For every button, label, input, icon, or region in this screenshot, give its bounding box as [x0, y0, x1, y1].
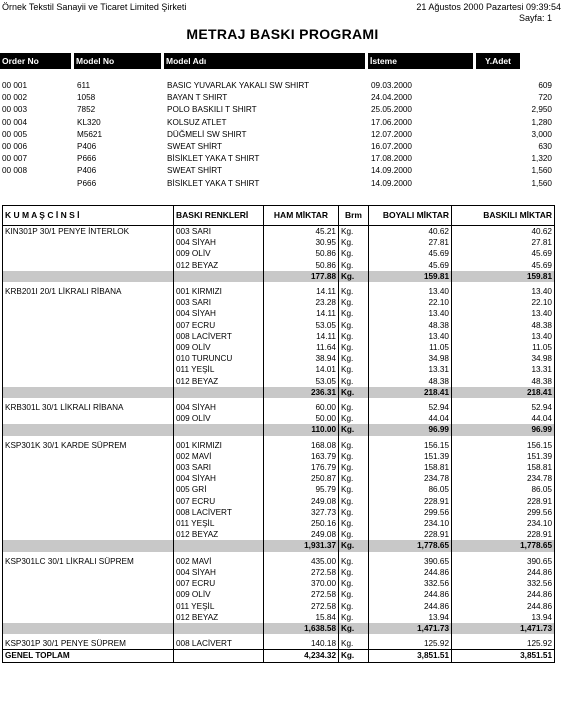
company-name: Örnek Tekstil Sanayii ve Ticaret Limited Şirketi: [2, 2, 187, 12]
unit: Kg.: [339, 260, 369, 271]
ham-qty: 11.64: [264, 342, 339, 353]
order-model-no: KL320: [77, 117, 101, 127]
unit: Kg.: [339, 364, 369, 375]
order-order-no: 00 004: [2, 117, 28, 127]
subtotal-blank: [174, 540, 264, 551]
baskili-qty: 228.91: [452, 529, 555, 540]
print-color: 003 SARI: [174, 297, 264, 308]
ham-qty: 249.08: [264, 529, 339, 540]
print-color: 012 BEYAZ: [174, 612, 264, 623]
subtotal-boyali: 218.41: [369, 387, 452, 398]
boyali-qty: 228.91: [369, 529, 452, 540]
unit: Kg.: [339, 529, 369, 540]
unit: Kg.: [339, 601, 369, 612]
order-order-no: 00 007: [2, 154, 28, 164]
baskili-qty: 44.04: [452, 413, 555, 424]
col-renk: BASKI RENKLERİ: [174, 206, 264, 226]
unit: Kg.: [339, 286, 369, 297]
order-model-no: P406: [77, 141, 97, 151]
ham-qty: 272.58: [264, 567, 339, 578]
order-isteme: 16.07.2000: [371, 141, 412, 151]
ham-qty: 272.58: [264, 589, 339, 600]
col-order-no: Order No: [0, 53, 71, 69]
unit: Kg.: [339, 320, 369, 331]
subtotal-blank: [3, 387, 174, 398]
ham-qty: 14.01: [264, 364, 339, 375]
print-color: 004 SİYAH: [174, 402, 264, 413]
print-color: 004 SİYAH: [174, 237, 264, 248]
subtotal-blank: [174, 424, 264, 435]
order-isteme: 17.06.2000: [371, 117, 412, 127]
boyali-qty: 40.62: [369, 226, 452, 238]
order-model-adi: KOLSUZ ATLET: [167, 117, 227, 127]
unit: Kg.: [339, 413, 369, 424]
print-color: 003 SARI: [174, 462, 264, 473]
baskili-qty: 234.10: [452, 518, 555, 529]
baskili-qty: 158.81: [452, 462, 555, 473]
subtotal-unit: Kg.: [339, 424, 369, 435]
order-model-no: 7852: [77, 105, 96, 115]
grand-total-unit: Kg.: [339, 650, 369, 662]
fabric-table: [2, 205, 555, 663]
order-model-adi: BASIC YUVARLAK YAKALI SW SHIRT: [167, 81, 310, 90]
order-y-adet: 609: [538, 81, 552, 90]
print-color: 001 KIRMIZI: [174, 286, 264, 297]
boyali-qty: 158.81: [369, 462, 452, 473]
ham-qty: 327.73: [264, 507, 339, 518]
fabric-name: KSP301K 30/1 KARDE SÜPREM: [3, 440, 174, 541]
baskili-qty: 40.62: [452, 226, 555, 238]
order-order-no: 00 008: [2, 166, 28, 176]
print-color: 011 YEŞİL: [174, 601, 264, 612]
unit: Kg.: [339, 507, 369, 518]
baskili-qty: 13.94: [452, 612, 555, 623]
table-row: [3, 638, 555, 650]
unit: Kg.: [339, 440, 369, 451]
ham-qty: 250.87: [264, 473, 339, 484]
col-kumas: K U M A Ş C İ N S İ: [3, 206, 174, 226]
subtotal-boyali: 159.81: [369, 271, 452, 282]
subtotal-blank: [174, 623, 264, 634]
ham-qty: 15.84: [264, 612, 339, 623]
baskili-qty: 151.39: [452, 451, 555, 462]
subtotal-row: [3, 540, 555, 551]
col-model-adi: Model Adı: [164, 53, 365, 69]
order-row: [0, 129, 565, 141]
boyali-qty: 86.05: [369, 484, 452, 495]
baskili-qty: 244.86: [452, 589, 555, 600]
ham-qty: 140.18: [264, 638, 339, 650]
baskili-qty: 125.92: [452, 638, 555, 650]
boyali-qty: 125.92: [369, 638, 452, 650]
order-order-no: 00 003: [2, 105, 28, 115]
subtotal-boyali: 1,778.65: [369, 540, 452, 551]
unit: Kg.: [339, 248, 369, 259]
unit: Kg.: [339, 331, 369, 342]
grand-total-label: GENEL TOPLAM: [3, 650, 174, 662]
subtotal-ham: 110.00: [264, 424, 339, 435]
order-model-adi: SWEAT SHİRT: [167, 166, 223, 176]
order-model-adi: POLO BASKILI T SHIRT: [167, 105, 257, 115]
table-row: [3, 226, 555, 238]
boyali-qty: 151.39: [369, 451, 452, 462]
order-y-adet: 2,950: [531, 105, 552, 115]
ham-qty: 45.21: [264, 226, 339, 238]
ham-qty: 14.11: [264, 308, 339, 319]
unit: Kg.: [339, 237, 369, 248]
order-order-no: 00 006: [2, 141, 28, 151]
boyali-qty: 332.56: [369, 578, 452, 589]
unit: Kg.: [339, 484, 369, 495]
subtotal-baskili: 159.81: [452, 271, 555, 282]
subtotal-baskili: 1,471.73: [452, 623, 555, 634]
print-color: 004 SİYAH: [174, 473, 264, 484]
order-y-adet: 3,000: [531, 129, 552, 139]
unit: Kg.: [339, 518, 369, 529]
unit: Kg.: [339, 578, 369, 589]
order-y-adet: 1,280: [531, 117, 552, 127]
ham-qty: 163.79: [264, 451, 339, 462]
fabric-name: KSP301LC 30/1 LİKRALI SÜPREM: [3, 556, 174, 623]
boyali-qty: 44.04: [369, 413, 452, 424]
boyali-qty: 244.86: [369, 601, 452, 612]
order-model-no: 611: [77, 81, 91, 90]
order-isteme: 14.09.2000: [371, 166, 412, 176]
ham-qty: 14.11: [264, 286, 339, 297]
subtotal-blank: [3, 271, 174, 282]
boyali-qty: 13.40: [369, 286, 452, 297]
ham-qty: 95.79: [264, 484, 339, 495]
fabric-table-header: [3, 206, 555, 226]
page-number: Sayfa: 1: [518, 13, 552, 23]
print-color: 012 BEYAZ: [174, 376, 264, 387]
order-y-adet: 1,560: [531, 178, 552, 188]
boyali-qty: 244.86: [369, 589, 452, 600]
print-color: 007 ECRU: [174, 578, 264, 589]
unit: Kg.: [339, 402, 369, 413]
print-color: 011 YEŞİL: [174, 364, 264, 375]
order-order-no: 00 005: [2, 129, 28, 139]
print-color: 008 LACİVERT: [174, 331, 264, 342]
baskili-qty: 244.86: [452, 567, 555, 578]
boyali-qty: 299.56: [369, 507, 452, 518]
unit: Kg.: [339, 342, 369, 353]
boyali-qty: 52.94: [369, 402, 452, 413]
subtotal-blank: [3, 623, 174, 634]
subtotal-unit: Kg.: [339, 387, 369, 398]
ham-qty: 38.94: [264, 353, 339, 364]
subtotal-row: [3, 271, 555, 282]
ham-qty: 250.16: [264, 518, 339, 529]
order-row: [0, 141, 565, 153]
col-ham: HAM MİKTAR: [264, 206, 339, 226]
boyali-qty: 13.31: [369, 364, 452, 375]
order-model-no: 1058: [77, 93, 96, 103]
baskili-qty: 13.40: [452, 308, 555, 319]
ham-qty: 53.05: [264, 320, 339, 331]
subtotal-blank: [3, 424, 174, 435]
table-row: [3, 286, 555, 297]
order-row: [0, 153, 565, 165]
print-color: 009 OLİV: [174, 413, 264, 424]
table-row: [3, 440, 555, 451]
boyali-qty: 45.69: [369, 260, 452, 271]
subtotal-row: [3, 623, 555, 634]
order-row: [0, 178, 565, 190]
ham-qty: 14.11: [264, 331, 339, 342]
subtotal-row: [3, 387, 555, 398]
subtotal-unit: Kg.: [339, 623, 369, 634]
unit: Kg.: [339, 226, 369, 238]
baskili-qty: 156.15: [452, 440, 555, 451]
ham-qty: 53.05: [264, 376, 339, 387]
boyali-qty: 390.65: [369, 556, 452, 567]
print-color: 012 BEYAZ: [174, 529, 264, 540]
baskili-qty: 48.38: [452, 376, 555, 387]
boyali-qty: 13.40: [369, 331, 452, 342]
subtotal-unit: Kg.: [339, 540, 369, 551]
baskili-qty: 11.05: [452, 342, 555, 353]
order-isteme: 14.09.2000: [371, 178, 412, 188]
table-row: [3, 402, 555, 413]
baskili-qty: 27.81: [452, 237, 555, 248]
subtotal-ham: 177.88: [264, 271, 339, 282]
ham-qty: 50.86: [264, 260, 339, 271]
col-baskili: BASKILI MİKTAR: [452, 206, 555, 226]
unit: Kg.: [339, 297, 369, 308]
subtotal-row: [3, 424, 555, 435]
baskili-qty: 22.10: [452, 297, 555, 308]
baskili-qty: 48.38: [452, 320, 555, 331]
unit: Kg.: [339, 376, 369, 387]
unit: Kg.: [339, 462, 369, 473]
boyali-qty: 45.69: [369, 248, 452, 259]
unit: Kg.: [339, 567, 369, 578]
baskili-qty: 45.69: [452, 248, 555, 259]
order-isteme: 12.07.2000: [371, 129, 412, 139]
print-color: 007 ECRU: [174, 320, 264, 331]
boyali-qty: 48.38: [369, 376, 452, 387]
boyali-qty: 156.15: [369, 440, 452, 451]
unit: Kg.: [339, 638, 369, 650]
order-model-no: P406: [77, 166, 97, 176]
boyali-qty: 234.78: [369, 473, 452, 484]
order-y-adet: 630: [538, 141, 552, 151]
ham-qty: 176.79: [264, 462, 339, 473]
print-color: 003 SARI: [174, 226, 264, 238]
baskili-qty: 299.56: [452, 507, 555, 518]
boyali-qty: 234.10: [369, 518, 452, 529]
print-color: 008 LACİVERT: [174, 638, 264, 650]
order-model-adi: BAYAN T SHIRT: [167, 93, 228, 103]
fabric-name: KRB201I 20/1 LİKRALI RİBANA: [3, 286, 174, 387]
col-brm: Brm: [339, 206, 369, 226]
unit: Kg.: [339, 308, 369, 319]
order-row: [0, 104, 565, 116]
boyali-qty: 22.10: [369, 297, 452, 308]
order-y-adet: 1,320: [531, 154, 552, 164]
boyali-qty: 244.86: [369, 567, 452, 578]
print-color: 002 MAVİ: [174, 556, 264, 567]
order-isteme: 17.08.2000: [371, 154, 412, 164]
ham-qty: 50.86: [264, 248, 339, 259]
print-color: 005 GRİ: [174, 484, 264, 495]
order-row: [0, 80, 565, 92]
subtotal-blank: [3, 540, 174, 551]
print-color: 001 KIRMIZI: [174, 440, 264, 451]
print-color: 012 BEYAZ: [174, 260, 264, 271]
baskili-qty: 86.05: [452, 484, 555, 495]
print-color: 007 ECRU: [174, 496, 264, 507]
order-isteme: 24.04.2000: [371, 93, 412, 103]
baskili-qty: 332.56: [452, 578, 555, 589]
order-model-adi: SWEAT SHİRT: [167, 141, 223, 151]
baskili-qty: 13.40: [452, 331, 555, 342]
boyali-qty: 228.91: [369, 496, 452, 507]
fabric-name: KRB301L 30/1 LİKRALI RİBANA: [3, 402, 174, 424]
print-color: 004 SİYAH: [174, 567, 264, 578]
unit: Kg.: [339, 451, 369, 462]
subtotal-unit: Kg.: [339, 271, 369, 282]
order-y-adet: 1,560: [531, 166, 552, 176]
unit: Kg.: [339, 353, 369, 364]
grand-total-blank: [174, 650, 264, 662]
subtotal-boyali: 1,471.73: [369, 623, 452, 634]
baskili-qty: 13.31: [452, 364, 555, 375]
ham-qty: 23.28: [264, 297, 339, 308]
baskili-qty: 234.78: [452, 473, 555, 484]
baskili-qty: 244.86: [452, 601, 555, 612]
order-order-no: 00 001: [2, 81, 28, 90]
subtotal-baskili: 218.41: [452, 387, 555, 398]
ham-qty: 272.58: [264, 601, 339, 612]
boyali-qty: 27.81: [369, 237, 452, 248]
col-boyali: BOYALI MİKTAR: [369, 206, 452, 226]
order-model-no: M5621: [77, 129, 103, 139]
ham-qty: 60.00: [264, 402, 339, 413]
grand-total-ham: 4,234.32: [264, 650, 339, 662]
fabric-name: KSP301P 30/1 PENYE SÜPREM: [3, 638, 174, 650]
baskili-qty: 13.40: [452, 286, 555, 297]
print-color: 009 OLİV: [174, 342, 264, 353]
unit: Kg.: [339, 496, 369, 507]
order-row: [0, 165, 565, 177]
orders-header: [0, 53, 565, 69]
order-isteme: 09.03.2000: [371, 81, 412, 90]
order-order-no: 00 002: [2, 93, 28, 103]
report-datetime: 21 Ağustos 2000 Pazartesi 09:39:54: [416, 2, 561, 12]
order-model-adi: DÜĞMELİ SW SHIRT: [167, 129, 247, 139]
subtotal-baskili: 1,778.65: [452, 540, 555, 551]
grand-total-baskili: 3,851.51: [452, 650, 555, 662]
grand-total-boyali: 3,851.51: [369, 650, 452, 662]
unit: Kg.: [339, 473, 369, 484]
col-model-no: Model No: [74, 53, 161, 69]
subtotal-blank: [174, 387, 264, 398]
print-color: 011 YEŞİL: [174, 518, 264, 529]
subtotal-ham: 1,638.58: [264, 623, 339, 634]
ham-qty: 30.95: [264, 237, 339, 248]
order-model-adi: BİSİKLET YAKA T SHIRT: [167, 178, 260, 188]
subtotal-baskili: 96.99: [452, 424, 555, 435]
boyali-qty: 48.38: [369, 320, 452, 331]
unit: Kg.: [339, 612, 369, 623]
print-color: 009 OLİV: [174, 589, 264, 600]
order-y-adet: 720: [538, 93, 552, 103]
subtotal-blank: [174, 271, 264, 282]
order-isteme: 25.05.2000: [371, 105, 412, 115]
baskili-qty: 390.65: [452, 556, 555, 567]
print-color: 004 SİYAH: [174, 308, 264, 319]
baskili-qty: 52.94: [452, 402, 555, 413]
print-color: 008 LACİVERT: [174, 507, 264, 518]
subtotal-ham: 236.31: [264, 387, 339, 398]
unit: Kg.: [339, 589, 369, 600]
ham-qty: 370.00: [264, 578, 339, 589]
order-model-adi: BİSİKLET YAKA T SHIRT: [167, 154, 260, 164]
report-title: METRAJ BASKI PROGRAMI: [186, 26, 379, 42]
unit: Kg.: [339, 556, 369, 567]
grand-total-row: [3, 650, 555, 662]
ham-qty: 435.00: [264, 556, 339, 567]
baskili-qty: 34.98: [452, 353, 555, 364]
subtotal-boyali: 96.99: [369, 424, 452, 435]
print-color: 010 TURUNCU: [174, 353, 264, 364]
fabric-name: KIN301P 30/1 PENYE İNTERLOK: [3, 226, 174, 271]
ham-qty: 168.08: [264, 440, 339, 451]
subtotal-ham: 1,931.37: [264, 540, 339, 551]
boyali-qty: 34.98: [369, 353, 452, 364]
baskili-qty: 45.69: [452, 260, 555, 271]
order-row: [0, 117, 565, 129]
ham-qty: 249.08: [264, 496, 339, 507]
order-model-no: P666: [77, 178, 97, 188]
col-y-adet: Y.Adet: [476, 53, 520, 69]
order-row: [0, 92, 565, 104]
baskili-qty: 228.91: [452, 496, 555, 507]
col-isteme: İsteme: [368, 53, 473, 69]
order-model-no: P666: [77, 154, 97, 164]
table-row: [3, 556, 555, 567]
boyali-qty: 11.05: [369, 342, 452, 353]
ham-qty: 50.00: [264, 413, 339, 424]
orders-list: [0, 80, 565, 190]
boyali-qty: 13.40: [369, 308, 452, 319]
boyali-qty: 13.94: [369, 612, 452, 623]
print-color: 002 MAVİ: [174, 451, 264, 462]
print-color: 009 OLİV: [174, 248, 264, 259]
